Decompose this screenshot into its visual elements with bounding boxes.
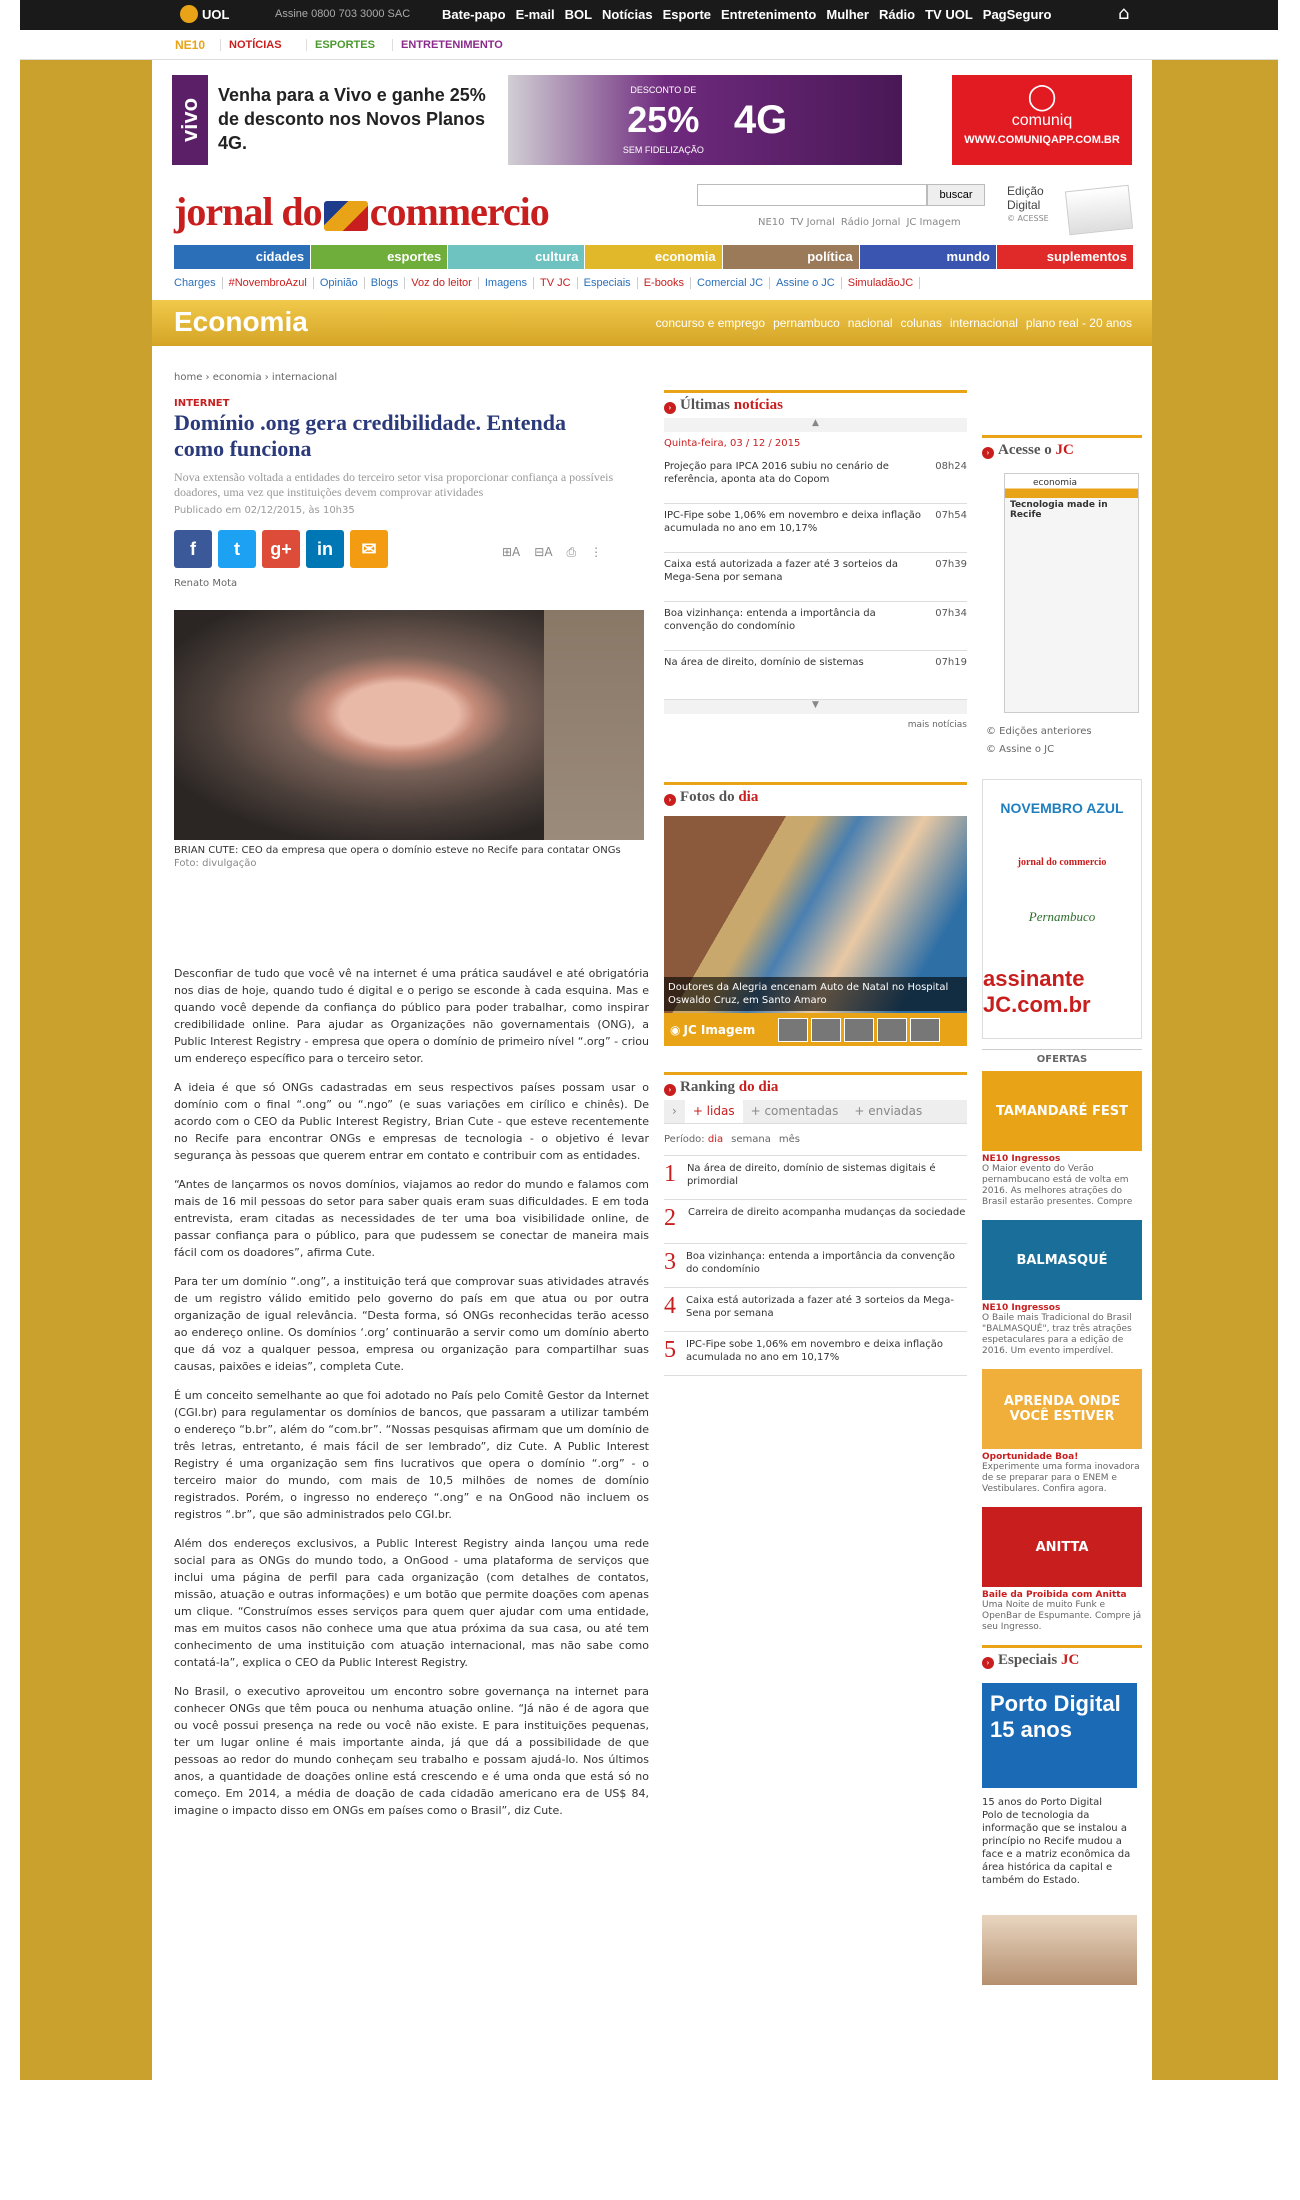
uol-icon	[180, 5, 198, 23]
ranking-number: 1	[664, 1161, 676, 1187]
ne10-link[interactable]: NOTÍCIAS	[220, 39, 282, 51]
uol-link[interactable]: Esporte	[662, 7, 712, 22]
chat-bubble-icon: ◯	[1027, 81, 1057, 111]
googleplus-share-button[interactable]: g+	[262, 530, 300, 568]
especiais-header: › Especiais JC	[982, 1645, 1142, 1673]
ranking-number: 2	[664, 1205, 676, 1231]
scroll-down-icon[interactable]: ▼	[664, 700, 967, 714]
twitter-share-button[interactable]: t	[218, 530, 256, 568]
uol-link[interactable]: Entretenimento	[721, 7, 817, 22]
section-sublink[interactable]: nacional	[847, 316, 893, 330]
ranking-title: IPC-Fipe sobe 1,06% em novembro e deixa inflação acumulada no ano em 10,17%	[686, 1339, 944, 1363]
arrow-icon: ›	[982, 447, 994, 459]
right-sidebar	[982, 435, 1142, 1985]
ranking-item[interactable]	[664, 1332, 967, 1376]
arrow-icon: ›	[664, 794, 676, 806]
section-subnav	[656, 316, 1132, 330]
uol-link[interactable]: Notícias	[602, 7, 653, 22]
offer-item[interactable]	[982, 1071, 1142, 1208]
article-body	[174, 965, 649, 1831]
ranking-item[interactable]	[664, 1244, 967, 1288]
offer-title: Oportunidade Boa!	[982, 1452, 1079, 1462]
offer-title: Baile da Proibida com Anitta	[982, 1590, 1127, 1600]
section-sublink[interactable]: internacional	[949, 316, 1018, 330]
offer-desc: Uma Noite de muito Funk e OpenBar de Espumante. Compre já seu Ingresso.	[982, 1600, 1142, 1632]
section-sublink[interactable]: plano real - 20 anos	[1025, 316, 1132, 330]
gallery-thumb[interactable]	[811, 1018, 841, 1042]
news-date: Quinta-feira, 03 / 12 / 2015	[664, 438, 801, 449]
edicao-thumbnail	[1065, 185, 1133, 235]
uol-links	[442, 7, 1051, 22]
news-time: 07h19	[935, 657, 967, 668]
article-title: Domínio .ong gera credibilidade. Entenda como funciona	[174, 410, 566, 461]
email-share-button[interactable]: ✉	[350, 530, 388, 568]
secnav-item[interactable]: Imagens	[485, 277, 534, 289]
article-paragraph: Para ter um domínio “.ong”, a instituição terá que comprovar suas atividades através de um registro válido emitido pelo governo do país em que atua ou por outra organização de igual relevância. “Desta forma, só ONGs reconhecidas terão acesso ao endereço online. Os domínios ‘.org’ continuarão a servir como um domínio aberto que dá voz a qualquer pessoa, empresa ou organização para compartilhar suas causas, paixões e ideias”, completa Cute.	[174, 1275, 649, 1373]
ne10-link[interactable]: ESPORTES	[306, 39, 375, 51]
ranking-list	[664, 1156, 967, 1376]
comuniq-ad-banner[interactable]	[952, 75, 1132, 165]
news-list	[664, 455, 967, 700]
jc-links	[982, 723, 1142, 759]
news-title: Projeção para IPCA 2016 subiu no cenário de referência, aponta ata do Copom	[664, 461, 889, 485]
article-tools	[502, 545, 602, 560]
uol-link[interactable]: Mulher	[826, 7, 869, 22]
jc-edition-thumb[interactable]: economia Tecnologia made in Recife	[1004, 473, 1139, 713]
breadcrumb[interactable]: home › economia › internacional	[174, 372, 338, 383]
search-sublinks	[758, 217, 961, 228]
search-sublink[interactable]: NE10	[758, 217, 785, 228]
news-time: 08h24	[935, 461, 967, 472]
comuniq-url: WWW.COMUNIQAPP.COM.BR	[964, 134, 1120, 146]
ranking-tab[interactable]: + lidas	[685, 1100, 743, 1123]
uol-link[interactable]: TV UOL	[925, 7, 973, 22]
secnav-item[interactable]: Opinião	[320, 277, 365, 289]
print-icon[interactable]: ⎙	[566, 545, 577, 559]
secondary-nav	[174, 277, 920, 289]
nav-item-suplementos[interactable]: suplementos	[997, 245, 1134, 269]
secnav-item[interactable]: Assine o JC	[776, 277, 842, 289]
vivo-logo: vivo	[172, 75, 208, 165]
gallery-thumb[interactable]	[844, 1018, 874, 1042]
ranking-title: Na área de direito, domínio de sistemas digitais é primordial	[686, 1163, 936, 1187]
period-option[interactable]: dia	[707, 1134, 724, 1145]
article-paragraph: Desconfiar de tudo que você vê na internet é uma prática saudável e até obrigatória nos dias de hoje, quando tudo é digital e o perigo se esconde à cada esquina. Mas e quando você depende da confiança do público para poder trabalhar, como inspirar credibilidade online. Para ajudar as Organizações não governamentais (ONG), a Public Interest Registry - empresa que opera o domínio de primeiro nível “.org” - criou um endereço específico para o terceiro setor.	[174, 967, 649, 1065]
nav-item-economia[interactable]: economia	[585, 245, 722, 269]
nav-item-cidades[interactable]: cidades	[174, 245, 311, 269]
arrow-icon: ›	[664, 402, 676, 414]
jc-link[interactable]: © Assine o JC	[986, 744, 1055, 755]
search-sublink[interactable]: JC Imagem	[906, 217, 961, 228]
gallery-thumb[interactable]	[910, 1018, 940, 1042]
uol-link[interactable]: Bate-papo	[442, 7, 506, 22]
vivo-ad-banner[interactable]	[172, 75, 902, 165]
arrow-icon: ›	[664, 1084, 676, 1096]
nav-item-cultura[interactable]: cultura	[448, 245, 585, 269]
ranking-number: 3	[664, 1249, 676, 1275]
4g-tag: 4G	[733, 97, 788, 142]
arrow-icon: ›	[982, 1657, 994, 1669]
fotos-header: › Fotos do dia	[664, 782, 967, 810]
news-item[interactable]	[664, 553, 967, 602]
jc-logo-mark	[324, 201, 368, 231]
ranking-item[interactable]	[664, 1200, 967, 1244]
offer-item[interactable]	[982, 1369, 1142, 1495]
news-time: 07h34	[935, 608, 967, 619]
ranking-do-dia	[664, 1072, 967, 1376]
secnav-item[interactable]: Especiais	[584, 277, 638, 289]
article-lead: Nova extensão voltada a entidades do terceiro setor visa proporcionar confiança a possíveis doadores, uma vez que instituições devem comprovar atividades	[174, 470, 614, 499]
secnav-item[interactable]: TV JC	[540, 277, 578, 289]
offer-desc: Experimente uma forma inovadora de se preparar para o ENEM e Vestibulares. Confira agora.	[982, 1462, 1140, 1494]
section-sublink[interactable]: colunas	[900, 316, 942, 330]
section-sublink[interactable]: concurso e emprego	[655, 316, 766, 330]
offer-image: BALMASQUÉ	[982, 1220, 1142, 1300]
article-paragraph: “Antes de lançarmos os novos domínios, viajamos ao redor do mundo e falamos com mais de 16 mil pessoas do setor para saber quais eram suas dificuldades. E em toda entrevista, eram citadas as necessidades de ter uma boa visibilidade online, de passar confiança para o público, para que pudessem se conectar de maneira mais fácil com os doadores”, afirma Cute.	[174, 1178, 649, 1259]
fotos-do-dia	[664, 782, 967, 1052]
offer-title: NE10 Ingressos	[982, 1154, 1061, 1164]
ranking-number: 5	[664, 1337, 676, 1363]
especial-image-2[interactable]	[982, 1915, 1137, 1985]
home-icon[interactable]: ⌂	[1118, 3, 1130, 24]
ranking-title: Carreira de direito acompanha mudanças da sociedade	[688, 1207, 966, 1218]
offers-list	[982, 1071, 1142, 1633]
period-option[interactable]: mês	[778, 1134, 800, 1145]
ranking-header: › Ranking do dia	[664, 1072, 967, 1100]
offer-title: NE10 Ingressos	[982, 1303, 1061, 1313]
secnav-item[interactable]: SimuladãoJC	[848, 277, 920, 289]
nav-item-esportes[interactable]: esportes	[311, 245, 448, 269]
ranking-tabs	[664, 1100, 967, 1124]
ranking-tab[interactable]: + enviadas	[854, 1104, 923, 1118]
offer-desc: O Baile mais Tradicional do Brasil "BALMASQUÉ", traz três atrações espetaculares para a edição de 2016. Um evento imperdível.	[982, 1313, 1132, 1356]
secnav-item[interactable]: Blogs	[371, 277, 406, 289]
secnav-item[interactable]: Charges	[174, 277, 223, 289]
linkedin-share-button[interactable]: in	[306, 530, 344, 568]
vivo-ad-art	[508, 75, 902, 165]
scroll-up-icon[interactable]: ▲	[664, 418, 967, 432]
nav-item-política[interactable]: política	[723, 245, 860, 269]
ultimas-noticias	[664, 390, 967, 730]
section-title: Economia	[174, 306, 308, 337]
font-increase-icon[interactable]: ⊞A	[502, 545, 521, 559]
period-label: Período:	[664, 1134, 708, 1145]
search-form	[697, 184, 973, 210]
ranking-tab[interactable]: + comentadas	[750, 1104, 839, 1118]
partners-ad[interactable]: NOVEMBRO AZUL jornal do commercio Pernambuco assinante JC.com.br	[982, 779, 1142, 1039]
article-kicker: INTERNET	[174, 398, 230, 409]
news-item[interactable]	[664, 504, 967, 553]
ranking-period	[664, 1124, 967, 1156]
vivo-headline: Venha para a Vivo e ganhe 25% de desconto nos Novos Planos 4G.	[208, 75, 508, 165]
edicao-acesse: © ACESSE	[1007, 214, 1049, 223]
article-paragraph: Além dos endereços exclusivos, a Public Interest Registry ainda lançou uma rede social para as ONGs do mundo todo, a OnGood - uma plataforma de serviços que inclui uma página de perfil para cada organização (com detalhes de contatos, missão, atuação e outras informações) e um botão que permite doações com apenas um clique. “Construímos esses serviços para quem quer ajudar com uma entidade, mas em muitos casos não conhece uma que atua próxima da sua casa, ou até tem conhecimento de uma instituição com atuação internacional, mas não sabe como contatá-la”, explica o CEO da Public Interest Registry.	[174, 1537, 649, 1669]
more-options-icon[interactable]: ⋮	[590, 545, 603, 559]
section-sublink[interactable]: pernambuco	[773, 316, 840, 330]
comuniq-name: comuniq	[1011, 112, 1073, 129]
ranking-arrow-icon: ›	[672, 1104, 677, 1118]
uol-link[interactable]: PagSeguro	[982, 7, 1052, 22]
article-author: Renato Mota	[174, 578, 238, 589]
search-input[interactable]	[697, 184, 927, 206]
period-option[interactable]: semana	[731, 1134, 771, 1145]
page-container	[152, 60, 1152, 2080]
ultimas-header: › Últimas notícias	[664, 390, 967, 418]
main-nav	[174, 245, 1134, 269]
edicao-digital[interactable]: Edição Digital © ACESSE	[1007, 184, 1137, 238]
secnav-item[interactable]: #NovembroAzul	[229, 277, 314, 289]
ne10-logo[interactable]: NE10	[175, 38, 206, 52]
offer-item[interactable]	[982, 1220, 1142, 1357]
especial-text: 15 anos do Porto Digital Polo de tecnologia da informação que se instalou a princípio no Recife mudou a face e a matriz econômica da área histórica da capital e também do Estado.	[982, 1797, 1131, 1886]
foto-do-dia-image[interactable]	[664, 816, 967, 1046]
sac-text: Assine 0800 703 3000 SAC	[275, 8, 411, 20]
ne10-bar	[20, 30, 1278, 60]
more-news-link[interactable]: mais notícias	[907, 720, 967, 730]
news-item[interactable]	[664, 651, 967, 700]
camera-icon: ◉	[670, 1022, 681, 1037]
news-title: Na área de direito, domínio de sistemas	[664, 657, 864, 668]
facebook-share-button[interactable]: f	[174, 530, 212, 568]
article-paragraph: É um conceito semelhante ao que foi adotado no País pelo Comitê Gestor da Internet (CGI.br) para regulamentar os domínios de bancos, que passaram a utilizar também o endereço “b.br”, além do “com.br”. “Nossas pesquisas afirmam que um domínio de três letras, entretanto, é mais fácil de ser lembrado”, diz Cute. A Public Interest Registry é uma organização sem fins lucrativos que opera o domínio “.org” - o terceiro maior do mundo, com mais de 10,5 milhões de nomes de domínio registrados. Porém, o ingresso no endereço “.ong” e na OnGood não incluem os registros “.br”, que são administrados pelo CGI.br.	[174, 1389, 649, 1521]
secnav-item[interactable]: E-books	[644, 277, 691, 289]
news-time: 07h54	[935, 510, 967, 521]
news-title: IPC-Fipe sobe 1,06% em novembro e deixa inflação acumulada no ano em 10,17%	[664, 510, 922, 534]
news-title: Boa vizinhança: entenda a importância da convenção do condomínio	[664, 608, 876, 632]
acesse-header: › Acesse o JC	[982, 435, 1142, 463]
search-sublink[interactable]: Rádio Jornal	[840, 217, 901, 228]
ranking-item[interactable]	[664, 1156, 967, 1200]
uol-link[interactable]: E-mail	[515, 7, 555, 22]
discount-badge: DESCONTO DE 25% SEM FIDELIZAÇÃO	[622, 85, 704, 155]
news-time: 07h39	[935, 559, 967, 570]
porto-digital-image[interactable]: Porto Digital 15 anos	[982, 1683, 1137, 1788]
news-item[interactable]	[664, 455, 967, 504]
news-title: Caixa está autorizada a fazer até 3 sorteios da Mega-Sena por semana	[664, 559, 898, 583]
news-item[interactable]	[664, 602, 967, 651]
ne10-link[interactable]: ENTRETENIMENTO	[392, 39, 503, 51]
offer-image: TAMANDARÉ FEST	[982, 1071, 1142, 1151]
offer-image: APRENDA ONDE VOCÊ ESTIVER	[982, 1369, 1142, 1449]
jc-imagem-bar: ◉ JC Imagem	[664, 1013, 967, 1046]
secnav-item[interactable]: Comercial JC	[697, 277, 770, 289]
article-photo	[174, 610, 644, 840]
uol-link[interactable]: Rádio	[878, 7, 916, 22]
jc-logo[interactable]: jornal do commercio	[174, 189, 549, 234]
gallery-thumb[interactable]	[877, 1018, 907, 1042]
offer-item[interactable]	[982, 1507, 1142, 1633]
ranking-number: 4	[664, 1293, 676, 1319]
uol-topbar	[20, 0, 1278, 30]
ranking-title: Caixa está autorizada a fazer até 3 sorteios da Mega-Sena por semana	[686, 1295, 955, 1319]
offer-desc: O Maior evento do Verão pernambucano está de volta em 2016. As melhores atrações do Brasil estarão presentes. Compre	[982, 1164, 1133, 1207]
article-paragraph: No Brasil, o executivo aproveitou um encontro sobre governança na internet para conhecer ONGs que têm pouca ou nenhuma atuação online. “Já não é de agora que ou você possui presença na rede ou você não existe. E para instituições pequenas, ter um lugar online é mais importante ainda, já que dá a possibilidade de que pessoas ao redor do mundo conheçam seu trabalho e possam ajudá-lo. Nos últimos anos, a quantidade de doações online está crescendo e é uma onda que está só no começo. Em 2014, a média de doação de cada cidadão americano era de US$ 84, imagine o impacto disso em ONGs em países como o Brasil”, diz Cute.	[174, 1685, 649, 1817]
offer-image: ANITTA	[982, 1507, 1142, 1587]
ofertas-header: OFERTAS	[982, 1049, 1142, 1065]
foto-caption: Doutores da Alegria encenam Auto de Natal no Hospital Oswaldo Cruz, em Santo Amaro	[664, 977, 967, 1011]
share-buttons	[174, 530, 388, 568]
ranking-title: Boa vizinhança: entenda a importância da convenção do condomínio	[686, 1251, 956, 1275]
search-sublink[interactable]: TV Jornal	[790, 217, 835, 228]
font-decrease-icon[interactable]: ⊟A	[534, 545, 553, 559]
uol-logo[interactable]: UOL	[180, 5, 229, 23]
uol-link[interactable]: BOL	[564, 7, 593, 22]
ranking-item[interactable]	[664, 1288, 967, 1332]
jc-link[interactable]: © Edições anteriores	[986, 726, 1092, 737]
gallery-thumb[interactable]	[778, 1018, 808, 1042]
section-banner	[152, 300, 1152, 346]
article-paragraph: A ideia é que só ONGs cadastradas em seus respectivos países possam usar o domínio com o final “.ong” ou “.ngo” (e suas variações em cirílico e chinês). De acordo com o CEO da Public Interest Registry, Brian Cute - que esteve recentemente no Recife para encontrar ONGs e empresas de tecnologia - o objetivo é levar segurança às pessoas que querem entrar em contato e contribuir com as entidades.	[174, 1081, 649, 1162]
secnav-item[interactable]: Voz do leitor	[411, 277, 479, 289]
nav-item-mundo[interactable]: mundo	[860, 245, 997, 269]
search-button[interactable]: buscar	[927, 184, 985, 206]
photo-caption: BRIAN CUTE: CEO da empresa que opera o domínio esteve no Recife para contatar ONGs Foto: divulgação	[174, 845, 621, 869]
published-date: Publicado em 02/12/2015, às 10h35	[174, 505, 355, 516]
